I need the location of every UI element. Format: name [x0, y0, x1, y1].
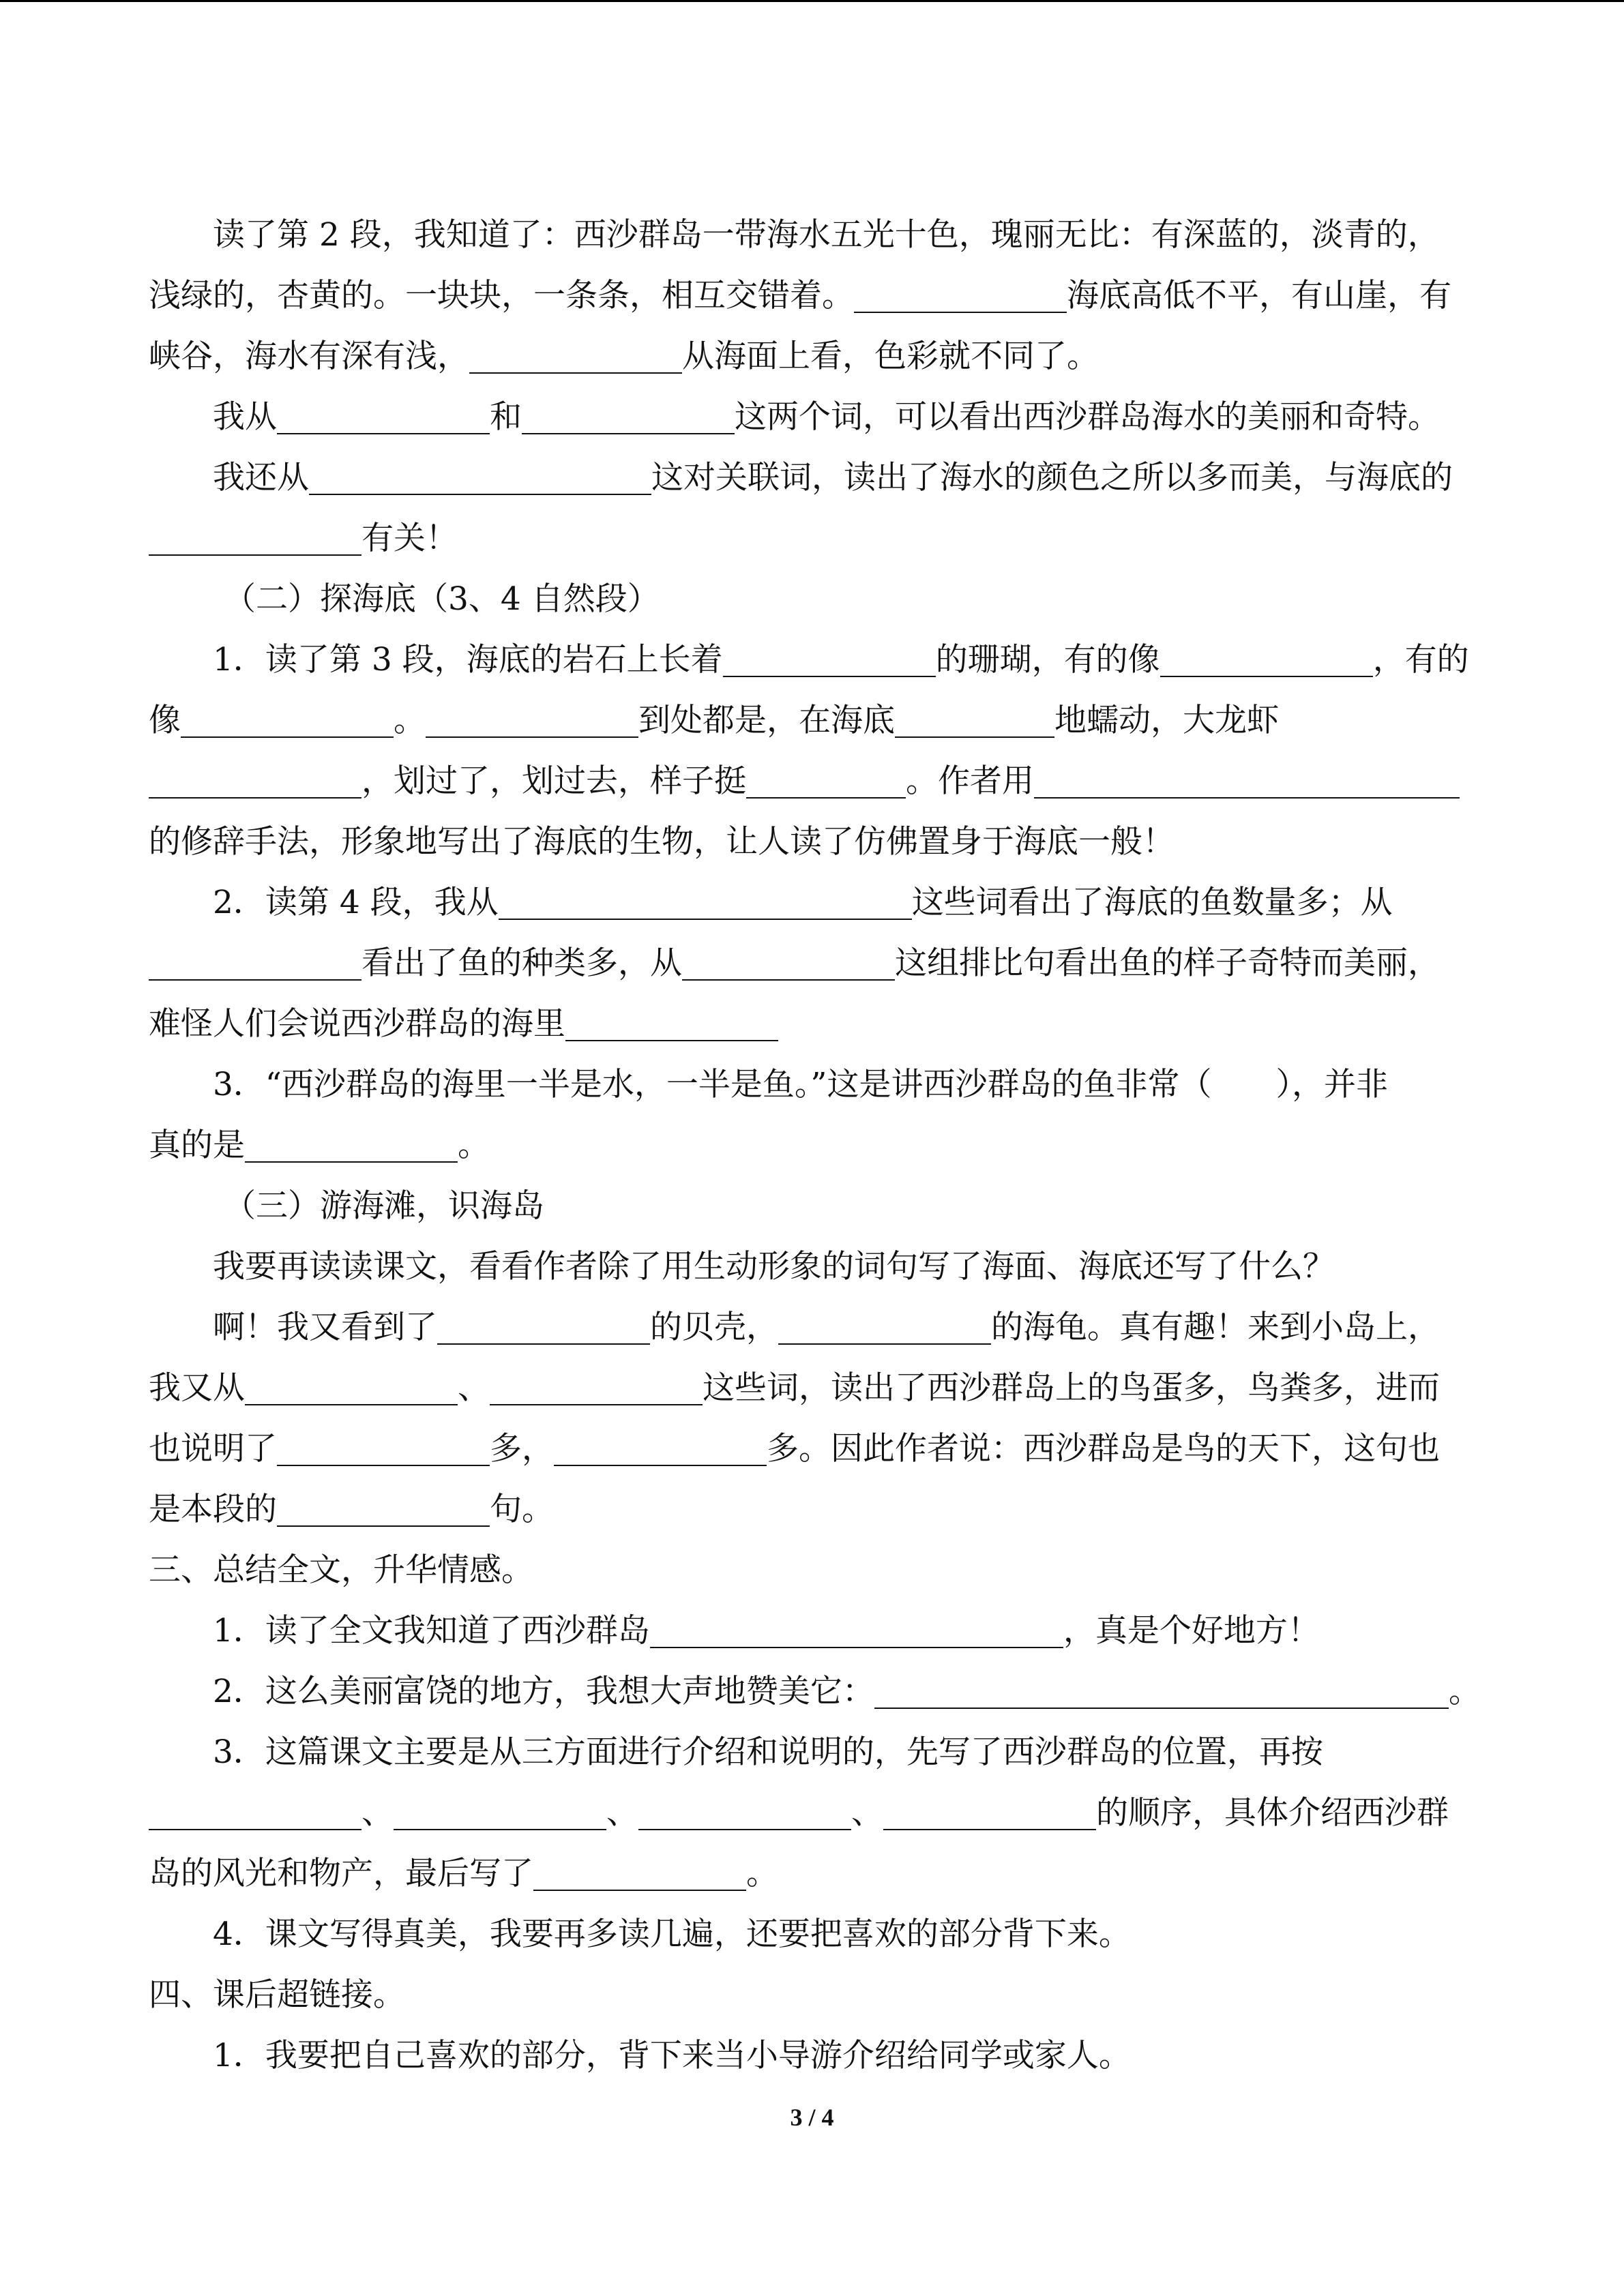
page-number: 3 / 4: [790, 2104, 834, 2131]
text: 、: [458, 1369, 490, 1407]
text: 啊！我又看到了: [213, 1309, 437, 1346]
text: 的珊瑚，有的像: [935, 641, 1160, 679]
text: 1．读了全文我知道了西沙群岛: [213, 1612, 650, 1650]
paragraph-line: [149, 1843, 1476, 1904]
fill-blank[interactable]: [638, 1797, 851, 1830]
fill-blank[interactable]: [490, 1372, 703, 1405]
text: 海底高低不平，有山崖，有: [1067, 277, 1451, 314]
text: 这组排比句看出鱼的样子奇特而美丽，: [895, 944, 1440, 982]
paragraph-line: [149, 2025, 1476, 2086]
text: 从海面上看，色彩就不同了。: [682, 338, 1099, 375]
text: 浅绿的，杏黄的。一块块，一条条，相互交错着。: [149, 277, 854, 314]
top-border: [0, 0, 1624, 2]
text: 真的是: [149, 1127, 245, 1164]
fill-blank[interactable]: [149, 765, 361, 799]
paragraph-line: [149, 1418, 1476, 1479]
text: 的贝壳，: [650, 1309, 778, 1346]
text: 。: [458, 1127, 490, 1164]
section-heading: [149, 569, 1476, 629]
fill-blank[interactable]: [883, 1797, 1096, 1830]
paragraph-line: [149, 933, 1476, 994]
text: 我又从: [149, 1369, 245, 1407]
text: 我从: [213, 398, 277, 436]
paragraph-line: [149, 1297, 1476, 1358]
fill-blank[interactable]: [245, 1372, 458, 1405]
paragraph-line: [149, 1783, 1476, 1843]
paragraph-line: [149, 326, 1476, 387]
fill-blank[interactable]: [854, 280, 1067, 313]
text: ，有的: [1372, 641, 1469, 679]
text: 也说明了: [149, 1430, 277, 1467]
text: 。: [394, 702, 426, 739]
fill-blank[interactable]: [533, 1858, 746, 1891]
paragraph-line: [149, 1115, 1476, 1176]
fill-blank[interactable]: [277, 1493, 490, 1527]
text: 是本段的: [149, 1491, 277, 1528]
paragraph-line: [149, 811, 1476, 872]
text: 我要再读读课文，看看作者除了用生动形象的词句写了海面、海底还写了什么？: [213, 1248, 1335, 1285]
paragraph-line: [149, 751, 1476, 811]
text: 这两个词，可以看出西沙群岛海水的美丽和奇特。: [735, 398, 1440, 436]
text: 像: [149, 702, 181, 739]
text: 、: [851, 1794, 883, 1832]
text: 四、课后超链接。: [149, 1976, 405, 2014]
paragraph-line: [149, 1600, 1476, 1661]
fill-blank[interactable]: [499, 886, 912, 920]
text: ，真是个好地方！: [1063, 1612, 1320, 1650]
paragraph-line: [149, 447, 1476, 508]
text: 。: [746, 1855, 778, 1892]
text: 看出了鱼的种类多，从: [361, 944, 682, 982]
paragraph-line: [149, 508, 1476, 569]
text: 3．“西沙群岛的海里一半是水，一半是鱼。”这是讲西沙群岛的鱼非常（ ），并非: [213, 1066, 1388, 1103]
text: 这些词看出了海底的鱼数量多；从: [911, 884, 1393, 921]
text: 多。因此作者说：西沙群岛是鸟的天下，这句也: [767, 1430, 1440, 1467]
fill-blank[interactable]: [245, 1129, 458, 1163]
fill-blank[interactable]: [394, 1797, 606, 1830]
text: （二）探海底（3、4 自然段）: [224, 580, 660, 618]
fill-blank[interactable]: [723, 644, 936, 677]
section-heading: [149, 1540, 1476, 1600]
paragraph-line: [149, 205, 1476, 265]
fill-blank[interactable]: [181, 704, 394, 738]
paragraph-line: [149, 387, 1476, 447]
text: 的顺序，具体介绍西沙群: [1096, 1794, 1449, 1832]
fill-blank[interactable]: [277, 401, 490, 434]
text: 1．我要把自己喜欢的部分，背下来当小导游介绍给同学或家人。: [213, 2037, 1131, 2074]
text: 的修辞手法，形象地写出了海底的生物，让人读了仿佛置身于海底一般！: [149, 823, 1175, 861]
fill-blank[interactable]: [426, 704, 638, 738]
text: 这些词，读出了西沙群岛上的鸟蛋多，鸟粪多，进而: [703, 1369, 1440, 1407]
text: 的海龟。真有趣！来到小岛上，: [991, 1309, 1440, 1346]
fill-blank[interactable]: [746, 765, 906, 799]
fill-blank[interactable]: [149, 522, 361, 556]
text: 4．课文写得真美，我要再多读几遍，还要把喜欢的部分背下来。: [213, 1915, 1131, 1953]
text: 2．这么美丽富饶的地方，我想大声地赞美它：: [213, 1673, 874, 1710]
text: 地蠕动，大龙虾: [1054, 702, 1279, 739]
text: 2．读第 4 段，我从: [213, 884, 499, 921]
text: 这对关联词，读出了海水的颜色之所以多而美，与海底的: [651, 459, 1453, 496]
fill-blank[interactable]: [874, 1675, 1449, 1709]
text: 三、总结全文，升华情感。: [149, 1551, 533, 1589]
fill-blank[interactable]: [895, 704, 1054, 738]
paragraph-line: [149, 994, 1476, 1054]
paragraph-line: [149, 1479, 1476, 1540]
fill-blank[interactable]: [682, 947, 895, 981]
fill-blank[interactable]: [277, 1433, 490, 1466]
paragraph-line: [149, 1904, 1476, 1965]
text: （三）游海滩，识海岛: [224, 1187, 544, 1225]
text: ，划过了，划过去，样子挺: [361, 762, 746, 800]
text: 。作者用: [906, 762, 1034, 800]
worksheet-body: [149, 205, 1481, 2086]
fill-blank[interactable]: [149, 947, 361, 981]
fill-blank[interactable]: [469, 340, 682, 374]
fill-blank[interactable]: [565, 1008, 778, 1041]
text: 读了第 2 段，我知道了：西沙群岛一带海水五光十色，瑰丽无比：有深蓝的，淡青的，: [213, 216, 1440, 254]
text: 、: [361, 1794, 394, 1832]
text: 岛的风光和物产，最后写了: [149, 1855, 533, 1892]
text: 、: [606, 1794, 638, 1832]
paragraph-line: [149, 1054, 1476, 1115]
fill-blank[interactable]: [1160, 644, 1373, 677]
fill-blank[interactable]: [149, 1797, 361, 1830]
text: 峡谷，海水有深有浅，: [149, 338, 469, 375]
fill-blank[interactable]: [522, 401, 735, 434]
text: 1．读了第 3 段，海底的岩石上长着: [213, 641, 723, 679]
fill-blank[interactable]: [309, 462, 651, 495]
paragraph-line: [149, 1661, 1481, 1722]
paragraph-line: [149, 1722, 1476, 1783]
fill-blank[interactable]: [650, 1615, 1063, 1648]
fill-blank[interactable]: [437, 1311, 650, 1345]
paragraph-line: [149, 872, 1476, 933]
text: 我还从: [213, 459, 309, 496]
paragraph-line: [149, 1358, 1476, 1418]
text: 。: [1448, 1673, 1481, 1710]
text: 3．这篇课文主要是从三方面进行介绍和说明的，先写了西沙群岛的位置，再按: [213, 1733, 1323, 1771]
fill-blank[interactable]: [554, 1433, 767, 1466]
paragraph-line: [149, 690, 1476, 751]
text: 和: [490, 398, 522, 436]
section-heading: [149, 1965, 1476, 2025]
paragraph-line: [149, 1236, 1476, 1297]
fill-blank[interactable]: [778, 1311, 991, 1345]
fill-blank[interactable]: [1034, 765, 1460, 799]
text: 多，: [490, 1430, 554, 1467]
paragraph-line: [149, 265, 1476, 326]
text: 句。: [490, 1491, 554, 1528]
text: 到处都是，在海底: [638, 702, 895, 739]
text: 难怪人们会说西沙群岛的海里: [149, 1005, 565, 1043]
section-heading: [149, 1176, 1476, 1236]
paragraph-line: [149, 629, 1476, 690]
text: 有关！: [361, 520, 458, 557]
